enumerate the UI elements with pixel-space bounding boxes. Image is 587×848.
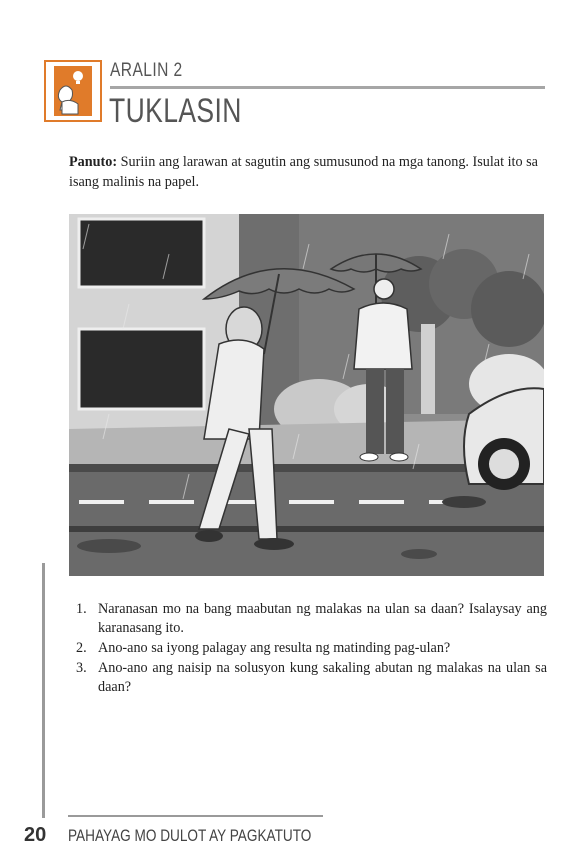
- list-item: [72, 639, 547, 658]
- header-divider: [110, 86, 545, 89]
- question-number: 2.: [76, 640, 87, 656]
- question-number: 1.: [76, 601, 87, 617]
- question-text: Ano-ano ang naisip na solusyon kung sakaling abutan ng malakas na ulan sa daan?: [98, 660, 547, 695]
- list-item: [72, 600, 547, 638]
- instructions-text: Suriin ang larawan at sagutin ang sumusunod na mga tanong. Isulat ito sa isang malinis na papel.: [69, 154, 538, 190]
- margin-rule: [42, 563, 45, 818]
- lesson-label: ARALIN 2: [110, 60, 183, 81]
- lesson-logo-icon: [44, 60, 102, 122]
- question-text: Naranasan mo na bang maabutan ng malakas na ulan sa daan? Isalaysay ang karanasang ito.: [98, 601, 547, 636]
- question-text: Ano-ano sa iyong palagay ang resulta ng matinding pag-ulan?: [98, 640, 451, 656]
- page-number: 20: [24, 824, 47, 846]
- footer-divider: [68, 815, 323, 817]
- instructions-label: Panuto:: [69, 154, 118, 170]
- question-list: [72, 600, 547, 698]
- rainy-street-illustration: [69, 214, 544, 576]
- page-title: TUKLASIN: [109, 92, 242, 130]
- question-number: 3.: [76, 660, 87, 676]
- footer-title: PAHAYAG MO DULOT AY PAGKATUTO: [68, 826, 312, 845]
- list-item: [72, 659, 547, 697]
- instructions: [69, 152, 549, 192]
